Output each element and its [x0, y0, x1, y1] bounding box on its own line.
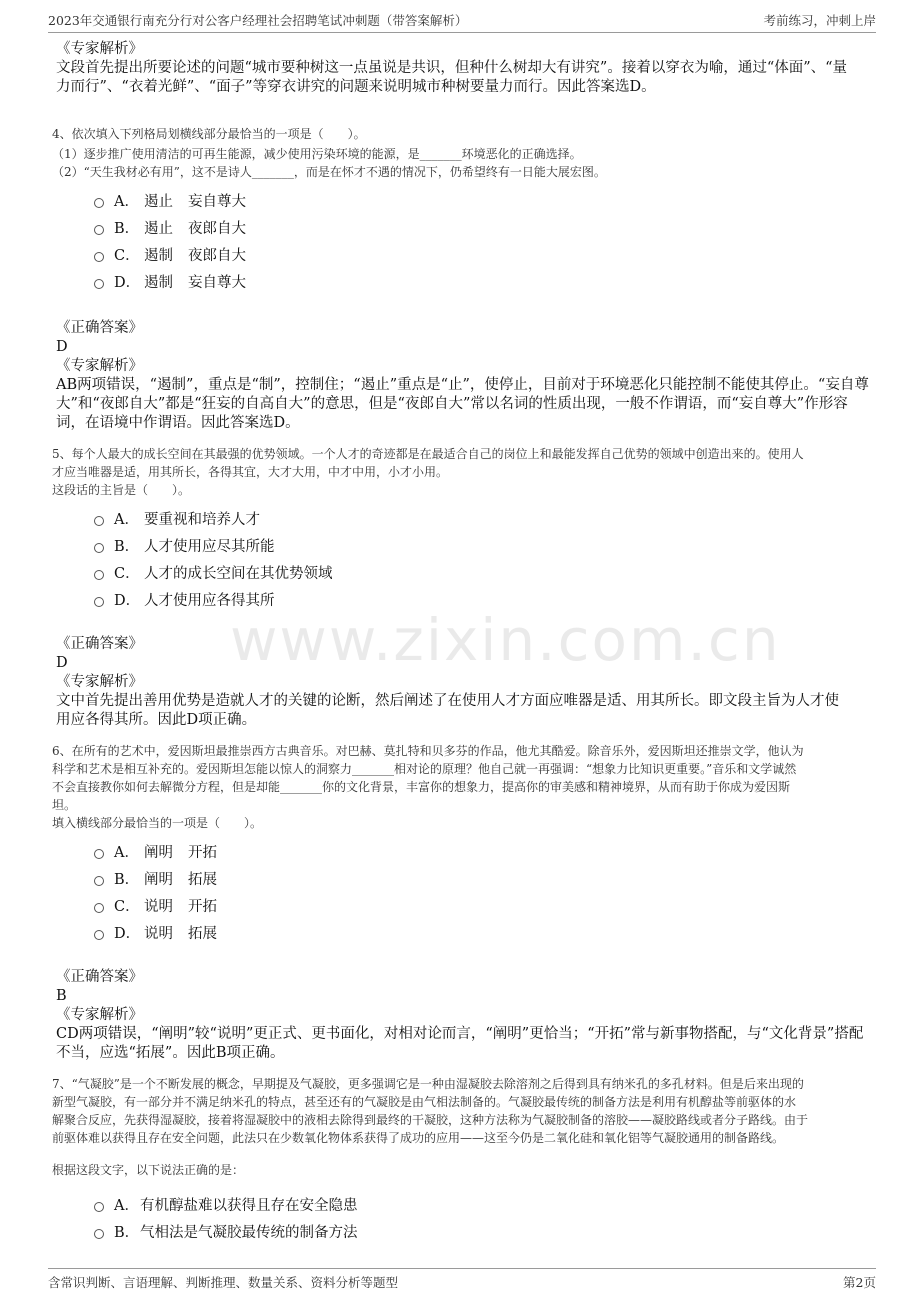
- option-key: C．: [114, 248, 140, 264]
- page-footer: [48, 1268, 876, 1291]
- page-content: [52, 40, 878, 1245]
- explanation-line: 大”和“夜郎自大”都是“狂妄的自高自大”的意思，但是“夜郎自大”常以名词的性质出现，一般不作谓语，而“妄自尊大”作形容: [56, 396, 848, 412]
- explanation-text: [56, 692, 878, 730]
- explanation-line: 用应各得其所。因此D项正确。: [56, 712, 257, 728]
- option-b[interactable]: [94, 865, 878, 892]
- radio-icon[interactable]: [94, 930, 104, 940]
- option-key: B．: [114, 539, 140, 555]
- option-text: 遏止: [144, 221, 173, 237]
- page-header: [48, 8, 876, 33]
- explanation-line: AB两项错误，“遏制”，重点是“制”，控制住；“遏止”重点是“止”，使停止，目前对于环境恶化只能控制不能使其停止。“妄自尊: [56, 377, 869, 393]
- explanation-text: [56, 59, 878, 97]
- radio-icon[interactable]: [94, 903, 104, 913]
- option-key: D．: [114, 275, 141, 291]
- option-text: 说明: [144, 899, 173, 915]
- option-d[interactable]: [94, 268, 878, 295]
- document-title: 2023年交通银行南充分行对公客户经理社会招聘笔试冲刺题（带答案解析）: [48, 13, 468, 28]
- explanation-line: 力而行”、“衣着光鲜”、“面子”等穿衣讲究的问题来说明城市种树要量力而行。因此答案选D。: [56, 79, 656, 95]
- option-key: D．: [114, 926, 141, 942]
- correct-answer: D: [56, 339, 68, 355]
- option-key: A．: [114, 512, 139, 528]
- question-6: [52, 742, 878, 832]
- explanation-text: [56, 376, 878, 433]
- radio-icon[interactable]: [94, 543, 104, 553]
- explanation-text: [56, 1025, 878, 1063]
- option-d[interactable]: [94, 586, 878, 613]
- option-key: C．: [114, 566, 140, 582]
- explanation-label: 《专家解析》: [56, 41, 143, 57]
- option-text: 要重视和培养人才: [144, 512, 260, 528]
- option-text: 人才的成长空间在其优势领域: [144, 566, 333, 582]
- explanation-line: 文段首先提出所要论述的问题“城市要种树这一点虽说是共识，但种什么树却大有讲究”。接着以穿衣为喻，通过“体面”、“量: [56, 60, 848, 76]
- question-line: 坦。: [52, 798, 77, 812]
- option-text: 拓展: [188, 872, 217, 888]
- question-line: 新型气凝胶，有一部分并不满足纳米孔的特点，甚至还有的气凝胶是由气相法制备的。气凝胶最传统的制备方法是利用有机醇盐等前驱体的水: [52, 1095, 797, 1109]
- options-q4: [94, 187, 878, 295]
- question-line: 科学和艺术是相互补充的。爱因斯坦怎能以惊人的洞察力_______相对论的原理？他自己就一再强调：“想象力比知识更重要。”音乐和文学诚然: [52, 762, 797, 776]
- option-text: 阐明: [144, 872, 173, 888]
- option-text: 开拓: [188, 845, 217, 861]
- option-text: 开拓: [188, 899, 217, 915]
- option-text: 妄自尊大: [188, 275, 246, 291]
- option-a[interactable]: [94, 187, 878, 214]
- option-text: 遏制: [144, 275, 173, 291]
- option-text: 人才使用应各得其所: [144, 593, 275, 609]
- watermark: www.zixin.com.cn: [230, 606, 781, 674]
- option-text: 说明: [144, 926, 173, 942]
- radio-icon[interactable]: [94, 198, 104, 208]
- correct-answer-label: 《正确答案》: [56, 969, 143, 985]
- option-c[interactable]: [94, 559, 878, 586]
- option-key: B．: [114, 221, 140, 237]
- option-text: 遏制: [144, 248, 173, 264]
- option-key: D．: [114, 593, 141, 609]
- option-key: B．: [114, 1225, 140, 1241]
- option-key: A．: [114, 1198, 139, 1214]
- radio-icon[interactable]: [94, 597, 104, 607]
- options-q6: [94, 838, 878, 946]
- option-key: A．: [114, 194, 139, 210]
- question-line: 填入横线部分最恰当的一项是（ ）。: [52, 816, 263, 830]
- option-b[interactable]: [94, 214, 878, 241]
- correct-answer: B: [56, 988, 67, 1004]
- option-text: 有机醇盐难以获得且存在安全隐患: [140, 1198, 358, 1214]
- question-prompt: 根据这段文字，以下说法正确的是：: [52, 1163, 245, 1177]
- radio-icon[interactable]: [94, 225, 104, 235]
- explanation-label: 《专家解析》: [56, 358, 143, 374]
- option-a[interactable]: [94, 838, 878, 865]
- question-7: [52, 1075, 878, 1179]
- option-key: A．: [114, 845, 139, 861]
- question-line: （1）逐步推广使用清洁的可再生能源，减少使用污染环境的能源，是_______环境恶化的正确选择。: [52, 147, 582, 161]
- option-text: 阐明: [144, 845, 173, 861]
- question-line: 前驱体难以获得且存在安全问题，此法只在少数氧化物体系获得了成功的应用——这至今仍是二氧化硅和氧化铝等气凝胶通用的制备路线。: [52, 1131, 785, 1145]
- option-c[interactable]: [94, 892, 878, 919]
- question-4: [52, 125, 878, 181]
- question-line: 解聚合反应，先获得湿凝胶，接着将湿凝胶中的液相去除得到最终的干凝胶，这种方法称为气凝胶制备的溶胶——凝胶路线或者分子路线。由于: [52, 1113, 809, 1127]
- radio-icon[interactable]: [94, 1202, 104, 1212]
- header-slogan: 考前练习，冲刺上岸: [763, 13, 876, 28]
- question-line: （2）“天生我材必有用”，这不是诗人_______，而是在怀才不遇的情况下，仍希望终有一日能大展宏图。: [52, 165, 606, 179]
- option-b[interactable]: [94, 532, 878, 559]
- option-key: C．: [114, 899, 140, 915]
- footer-topics: 含常识判断、言语理解、判断推理、数量关系、资料分析等题型: [48, 1275, 399, 1290]
- radio-icon[interactable]: [94, 279, 104, 289]
- question-line: 才应当唯器是适，用其所长，各得其宜，大才大用，中才中用，小才小用。: [52, 465, 449, 479]
- page-number: 第2页: [843, 1275, 876, 1290]
- option-text: 拓展: [188, 926, 217, 942]
- explanation-label: 《专家解析》: [56, 674, 143, 690]
- explanation-line: 不当，应选“拓展”。因此B项正确。: [56, 1045, 285, 1061]
- question-5: [52, 445, 878, 499]
- explanation-line: 文中首先提出善用优势是造就人才的关键的论断，然后阐述了在使用人才方面应唯器是适、用其所长。即文段主旨为人才使: [56, 693, 839, 709]
- option-b[interactable]: [94, 1218, 878, 1245]
- option-a[interactable]: [94, 505, 878, 532]
- correct-answer-label: 《正确答案》: [56, 320, 143, 336]
- radio-icon[interactable]: [94, 1229, 104, 1239]
- option-text: 妄自尊大: [188, 194, 246, 210]
- radio-icon[interactable]: [94, 252, 104, 262]
- radio-icon[interactable]: [94, 516, 104, 526]
- option-text: 人才使用应尽其所能: [144, 539, 275, 555]
- radio-icon[interactable]: [94, 849, 104, 859]
- option-d[interactable]: [94, 919, 878, 946]
- options-q5: [94, 505, 878, 613]
- radio-icon[interactable]: [94, 570, 104, 580]
- option-text: 夜郎自大: [188, 221, 246, 237]
- correct-answer-label: 《正确答案》: [56, 636, 143, 652]
- question-line: 这段话的主旨是（ ）。: [52, 483, 191, 497]
- option-c[interactable]: [94, 241, 878, 268]
- option-text: 气相法是气凝胶最传统的制备方法: [140, 1225, 358, 1241]
- options-q7: [94, 1191, 878, 1245]
- option-key: B．: [114, 872, 140, 888]
- question-line: 不会直接教你如何去解微分方程，但是却能_______你的文化背景，丰富你的想象力，提高你的审美感和精神境界，从而有助于你成为爱因斯: [52, 780, 791, 794]
- question-stem: 4、依次填入下列格局划横线部分最恰当的一项是（ ）。: [52, 127, 366, 141]
- question-stem: 7、“气凝胶”是一个不断发展的概念，早期提及气凝胶，更多强调它是一种由湿凝胶去除溶剂之后得到具有纳米孔的多孔材料。但是后来出现的: [52, 1077, 804, 1091]
- option-text: 夜郎自大: [188, 248, 246, 264]
- question-stem: 6、在所有的艺术中，爱因斯坦最推崇西方古典音乐。对巴赫、莫扎特和贝多芬的作品，他尤其酷爱。除音乐外，爱因斯坦还推崇文学，他认为: [52, 744, 804, 758]
- explanation-label: 《专家解析》: [56, 1007, 143, 1023]
- option-a[interactable]: [94, 1191, 878, 1218]
- radio-icon[interactable]: [94, 876, 104, 886]
- explanation-line: CD两项错误，“阐明”较“说明”更正式、更书面化，对相对论而言，“阐明”更恰当；“开拓”常与新事物搭配，与“文化背景”搭配: [56, 1026, 864, 1042]
- correct-answer: D: [56, 655, 68, 671]
- option-text: 遏止: [144, 194, 173, 210]
- question-stem: 5、每个人最大的成长空间在其最强的优势领域。一个人才的奇迹都是在最适合自己的岗位上和最能发挥自己优势的领域中创造出来的。使用人: [52, 447, 804, 461]
- explanation-line: 词，在语境中作谓语。因此答案选D。: [56, 415, 300, 431]
